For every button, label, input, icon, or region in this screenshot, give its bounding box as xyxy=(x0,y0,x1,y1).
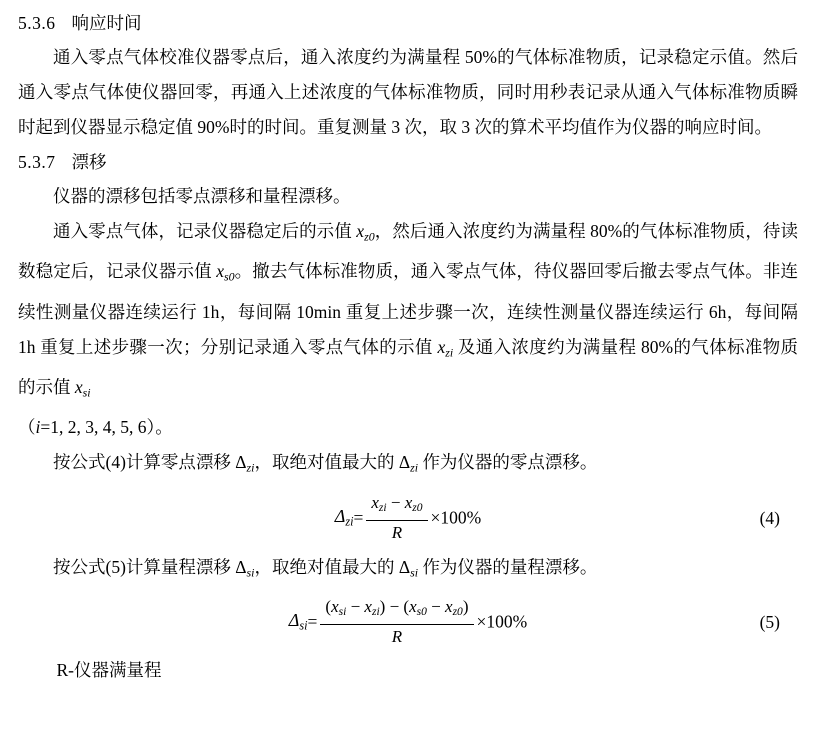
section-title: 漂移 xyxy=(71,152,107,172)
drift-seg-4: 及通入浓度约为满量程 80%的气体标准物质的示值 xyxy=(18,336,799,397)
paragraph-span-drift-formula-ref xyxy=(18,550,798,590)
variable-xs0: x xyxy=(216,261,224,282)
equation-4-num-b: x xyxy=(404,492,413,512)
variable-xsi: x xyxy=(74,376,83,397)
equation-5-lhs-sub: si xyxy=(299,618,308,633)
equation-5-n1b-sub: zi xyxy=(371,605,380,619)
equation-4-num-b-sub: z0 xyxy=(412,500,423,514)
equation-5-fraction xyxy=(320,596,473,648)
symbol-delta-si-1-sub: si xyxy=(246,564,255,579)
equation-4-lhs xyxy=(335,506,354,529)
equation-5-equals: = xyxy=(307,611,318,632)
zero-drift-seg-1: 按公式(4)计算零点漂移 xyxy=(53,452,236,473)
equation-4-minus: − xyxy=(390,492,401,512)
index-prefix: （ xyxy=(18,417,36,438)
equation-4-denominator-symbol: R xyxy=(391,522,403,542)
legend-line: R-仪器满量程 xyxy=(56,659,162,680)
equation-5-n1b: x xyxy=(364,596,372,616)
symbol-delta-zi-2-sub: zi xyxy=(410,460,419,475)
span-drift-seg-3: 作为仪器的量程漂移。 xyxy=(418,556,598,577)
equation-5-minus-1: − xyxy=(350,596,361,616)
symbol-delta-si-1: Δ xyxy=(235,556,247,577)
equation-5-n1a: x xyxy=(331,596,339,616)
drift-seg-1: 通入零点气体，记录仪器稳定后的示值 xyxy=(53,221,357,241)
equation-5-numerator xyxy=(320,596,473,625)
equation-4-denominator xyxy=(366,521,427,544)
symbol-delta-zi-1-sub: zi xyxy=(246,460,255,475)
paragraph-index-range xyxy=(18,410,798,445)
paragraph-response-time: 通入零点气体校准仪器零点后，通入浓度约为满量程 50%的气体标准物质，记录稳定示值。然后通入零点气体使仪器回零，再通入上述浓度的气体标准物质，同时用秒表记录从通入气体标准物质瞬时起到仪器显示稳定值 90%时的时间。重复测量 3 次，取 3 次的算术平均值作为仪器的响应时间。 xyxy=(18,47,798,137)
equation-5-close-paren-2: ) xyxy=(462,596,469,616)
equation-5-n2b: x xyxy=(445,596,453,616)
equation-5-denominator-symbol: R xyxy=(391,627,403,647)
span-drift-seg-1: 按公式(5)计算量程漂移 xyxy=(53,556,236,577)
equation-5-minus-2: − xyxy=(431,596,441,616)
section-heading-5-3-7 xyxy=(18,145,798,179)
section-title: 响应时间 xyxy=(71,13,142,33)
equation-4-number: (4) xyxy=(759,507,780,528)
variable-xz0: x xyxy=(356,221,365,241)
zero-drift-seg-3: 作为仪器的零点漂移。 xyxy=(418,452,598,473)
section-number: 5.3.7 xyxy=(18,152,56,172)
variable-xzi-sub: zi xyxy=(445,344,454,359)
equation-5-n2a: x xyxy=(409,596,417,616)
section-heading-5-3-6 xyxy=(18,6,798,40)
equation-5-n2b-sub: z0 xyxy=(452,605,463,619)
symbol-delta-si-2-sub: si xyxy=(410,564,419,579)
equation-4-num-a: x xyxy=(371,492,379,512)
equation-4-body xyxy=(18,492,798,544)
equation-5-n2a-sub: s0 xyxy=(416,605,427,619)
equation-5-number: (5) xyxy=(759,611,780,632)
equation-5-denominator xyxy=(320,625,473,648)
variable-xs0-sub: s0 xyxy=(223,269,235,284)
paragraph-drift-intro: 仪器的漂移包括零点漂移和量程漂移。 xyxy=(53,186,351,206)
equation-4-lhs-symbol: Δ xyxy=(334,506,346,527)
equation-5-close-paren-1: ) xyxy=(379,596,386,616)
drift-seg-3: 。撤去气体标准物质，通入零点气体，待仪器回零后撤去零点气体。非连续性测量仪器连续运行 1h，每间隔 10min 重复上述步骤一次，连续性测量仪器连续运行 6h，每间隔 1h 重复上述步骤一次；分别记录通入零点气体的示值 xyxy=(18,261,799,357)
equation-5-tail: ×100% xyxy=(476,611,528,632)
equation-4-lhs-sub: zi xyxy=(345,514,354,529)
equation-5-row xyxy=(18,596,798,652)
equation-5-lhs xyxy=(289,610,308,633)
equation-5-open-paren-1: ( xyxy=(325,596,332,616)
paragraph-drift-procedure xyxy=(18,214,798,410)
zero-drift-seg-2: ，取绝对值最大的 xyxy=(254,452,399,473)
variable-xzi: x xyxy=(437,336,446,357)
equation-5-open-paren-2: ( xyxy=(403,596,410,616)
variable-xz0-sub: z0 xyxy=(364,229,375,244)
equation-5-n1a-sub: si xyxy=(338,605,347,619)
equation-4-numerator xyxy=(366,492,427,521)
equation-5-group-minus: − xyxy=(389,596,400,616)
index-values: =1, 2, 3, 4, 5, 6）。 xyxy=(40,417,173,438)
paragraph-zero-drift-formula-ref xyxy=(18,445,798,485)
variable-i: i xyxy=(35,417,41,438)
equation-5-body xyxy=(18,596,798,648)
symbol-delta-zi-1: Δ xyxy=(235,452,247,473)
equation-4-row xyxy=(18,492,798,548)
symbol-delta-si-2: Δ xyxy=(398,556,411,577)
section-number: 5.3.6 xyxy=(18,13,56,33)
equation-4-equals: = xyxy=(353,507,364,528)
variable-xsi-sub: si xyxy=(82,385,91,400)
equation-4-tail: ×100% xyxy=(430,507,482,528)
span-drift-seg-2: ，取绝对值最大的 xyxy=(254,556,399,577)
equation-5-lhs-symbol: Δ xyxy=(288,610,300,631)
equation-4-num-a-sub: zi xyxy=(378,500,387,514)
equation-4-fraction xyxy=(366,492,427,544)
drift-seg-2: ，然后通入浓度约为满量程 80%的气体标准物质，待读数稳定后，记录仪器示值 xyxy=(18,221,799,282)
symbol-delta-zi-2: Δ xyxy=(398,452,411,473)
